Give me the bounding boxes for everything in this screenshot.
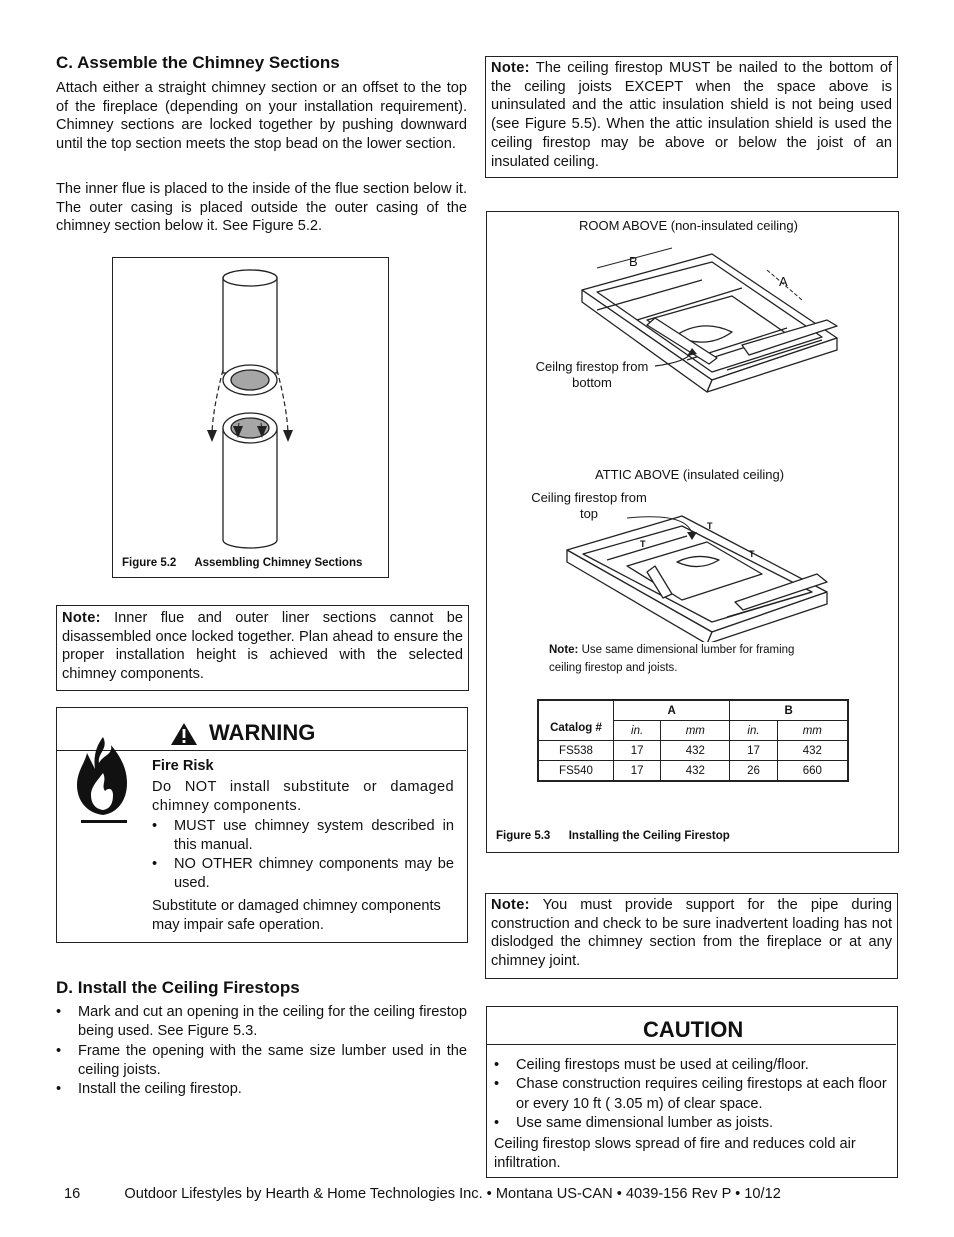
figure-5-3-note (549, 641, 794, 677)
t-marker: T (640, 539, 646, 549)
table-unit: in. (730, 721, 777, 741)
t-marker: T (707, 521, 713, 531)
note-label: Note: (491, 60, 530, 76)
table-unit: mm (777, 721, 848, 741)
section-d-bullets (56, 1003, 467, 1099)
figure-5-3-title: Installing the Ceiling Firestop (568, 830, 730, 842)
warning-bullet: • NO OTHER chimney components may be used. (152, 855, 454, 894)
attic-above-label: ATTIC ABOVE (insulated ceiling) (595, 467, 785, 482)
table-unit: mm (661, 721, 730, 741)
warning-body (152, 757, 454, 935)
table-header-b: B (730, 700, 848, 721)
table-row (538, 761, 848, 782)
figure-note-text-2: ceiling firestop and joists. (549, 662, 678, 674)
firestop-dimension-table (537, 699, 849, 782)
table-unit: in. (614, 721, 661, 741)
table-cell: FS540 (538, 761, 614, 782)
warning-bullets (152, 817, 454, 894)
caution-bullets (494, 1056, 890, 1133)
table-cell: 660 (777, 761, 848, 782)
note-label: Note: (62, 610, 101, 626)
note-firestop-nailing (485, 56, 898, 178)
room-above-label: ROOM ABOVE (non-insulated ceiling) (579, 218, 798, 233)
table-cell: FS538 (538, 741, 614, 761)
warning-box (56, 707, 468, 943)
section-c-paragraph-1: Attach either a straight chimney section or an offset to the top of the fireplace (depending on your installation requirement). Chimney sections are locked together by pushing downward until the top section meets the stop bead on the lower section. (56, 80, 467, 153)
figure-5-2 (112, 257, 389, 578)
figure-5-2-label: Figure 5.2 (122, 557, 177, 569)
note-text: Inner flue and outer liner sections cannot be disassembled once locked together. Plan ahead to ensure the proper installation height is achieved with the selected chimney components. (62, 610, 463, 683)
caution-box (486, 1006, 898, 1178)
warning-bullet: • MUST use chimney system described in this manual. (152, 817, 454, 856)
note-pipe-support (485, 893, 898, 979)
fire-icon (73, 735, 135, 825)
table-row (538, 741, 848, 761)
table-cell: 432 (661, 741, 730, 761)
section-c-paragraph-2: The inner flue is placed to the inside of the flue section below it. The outer casing is placed outside the outer casing of the chimney section below it. See Figure 5.2. (56, 181, 467, 235)
caution-body (494, 1056, 890, 1174)
table-cell: 432 (661, 761, 730, 782)
non-insulated-ceiling-diagram (487, 240, 897, 420)
dimension-b-label: B (629, 254, 638, 269)
table-cell: 17 (730, 741, 777, 761)
section-d-bullet: • Mark and cut an opening in the ceiling for the ceiling firestop being used. See Figure 5.3. (56, 1003, 467, 1042)
note-label: Note: (491, 897, 530, 913)
section-d-bullet: • Install the ceiling firestop. (56, 1080, 467, 1099)
dimension-a-label: A (779, 274, 788, 289)
firestop-from-bottom-label (527, 359, 657, 391)
table-cell: 17 (614, 741, 661, 761)
note-text: You must provide support for the pipe during construction and check to be sure inadvertent loading has not dislodged the chimney section from the fireplace or at any chimney joint. (491, 897, 892, 970)
table-cell: 17 (614, 761, 661, 782)
table-header-a: A (614, 700, 730, 721)
figure-5-2-title: Assembling Chimney Sections (194, 557, 363, 569)
page-footer (64, 1186, 781, 1202)
firestop-from-bottom-line-1: Ceilng firestop from (535, 359, 649, 374)
caution-header (487, 1007, 896, 1045)
note-text: The ceiling firestop MUST be nailed to the bottom of the ceiling joists EXCEPT when the space above is uninsulated and the attic insulation shield is not being used (see Figure 5.5). When the attic insulation shield is used the ceiling firestop may be above or below the joist of an insulated ceiling. (491, 60, 892, 170)
section-d-heading: D. Install the Ceiling Firestops (56, 978, 300, 997)
warning-triangle-icon (170, 722, 198, 746)
page-number: 16 (64, 1186, 81, 1202)
figure-5-3-label: Figure 5.3 (496, 830, 551, 842)
caution-closing: Ceiling firestop slows spread of fire and reduces cold air infiltration. (494, 1136, 856, 1172)
table-cell: 432 (777, 741, 848, 761)
figure-5-3 (486, 211, 899, 853)
caution-title: CAUTION (643, 1017, 744, 1042)
figure-note-text-1: Use same dimensional lumber for framing (581, 644, 795, 656)
footer-text: Outdoor Lifestyles by Hearth & Home Technologies Inc. • Montana US-CAN • 4039-156 Rev P • 10/12 (124, 1186, 781, 1202)
figure-note-label: Note: (549, 644, 579, 656)
warning-closing: Substitute or damaged chimney components may impair safe operation. (152, 897, 441, 934)
firestop-from-bottom-line-2: bottom (572, 375, 612, 390)
chimney-sections-illustration (113, 258, 387, 576)
table-cell: 26 (730, 761, 777, 782)
caution-bullet: • Ceiling firestops must be used at ceiling/floor. (494, 1056, 890, 1075)
caution-bullet: • Chase construction requires ceiling firestops at each floor or every 10 ft ( 3.05 m) of clear space. (494, 1075, 890, 1114)
note-inner-flue (56, 605, 469, 691)
warning-title: WARNING (209, 720, 316, 745)
section-c-heading: C. Assemble the Chimney Sections (56, 53, 340, 72)
section-d-bullet: • Frame the opening with the same size lumber used in the ceiling joists. (56, 1042, 467, 1081)
table-header-catalog: Catalog # (538, 700, 614, 741)
t-marker: T (749, 549, 755, 559)
firestop-from-top-line-1: Ceiling firestop from (531, 490, 647, 505)
caution-bullet: • Use same dimensional lumber as joists. (494, 1114, 890, 1133)
warning-line-1: Do NOT install substitute or damaged chimney components. (152, 779, 454, 815)
warning-subtitle: Fire Risk (152, 758, 214, 774)
insulated-ceiling-diagram (487, 502, 897, 642)
firestop-from-top-line-2: top (579, 506, 599, 521)
